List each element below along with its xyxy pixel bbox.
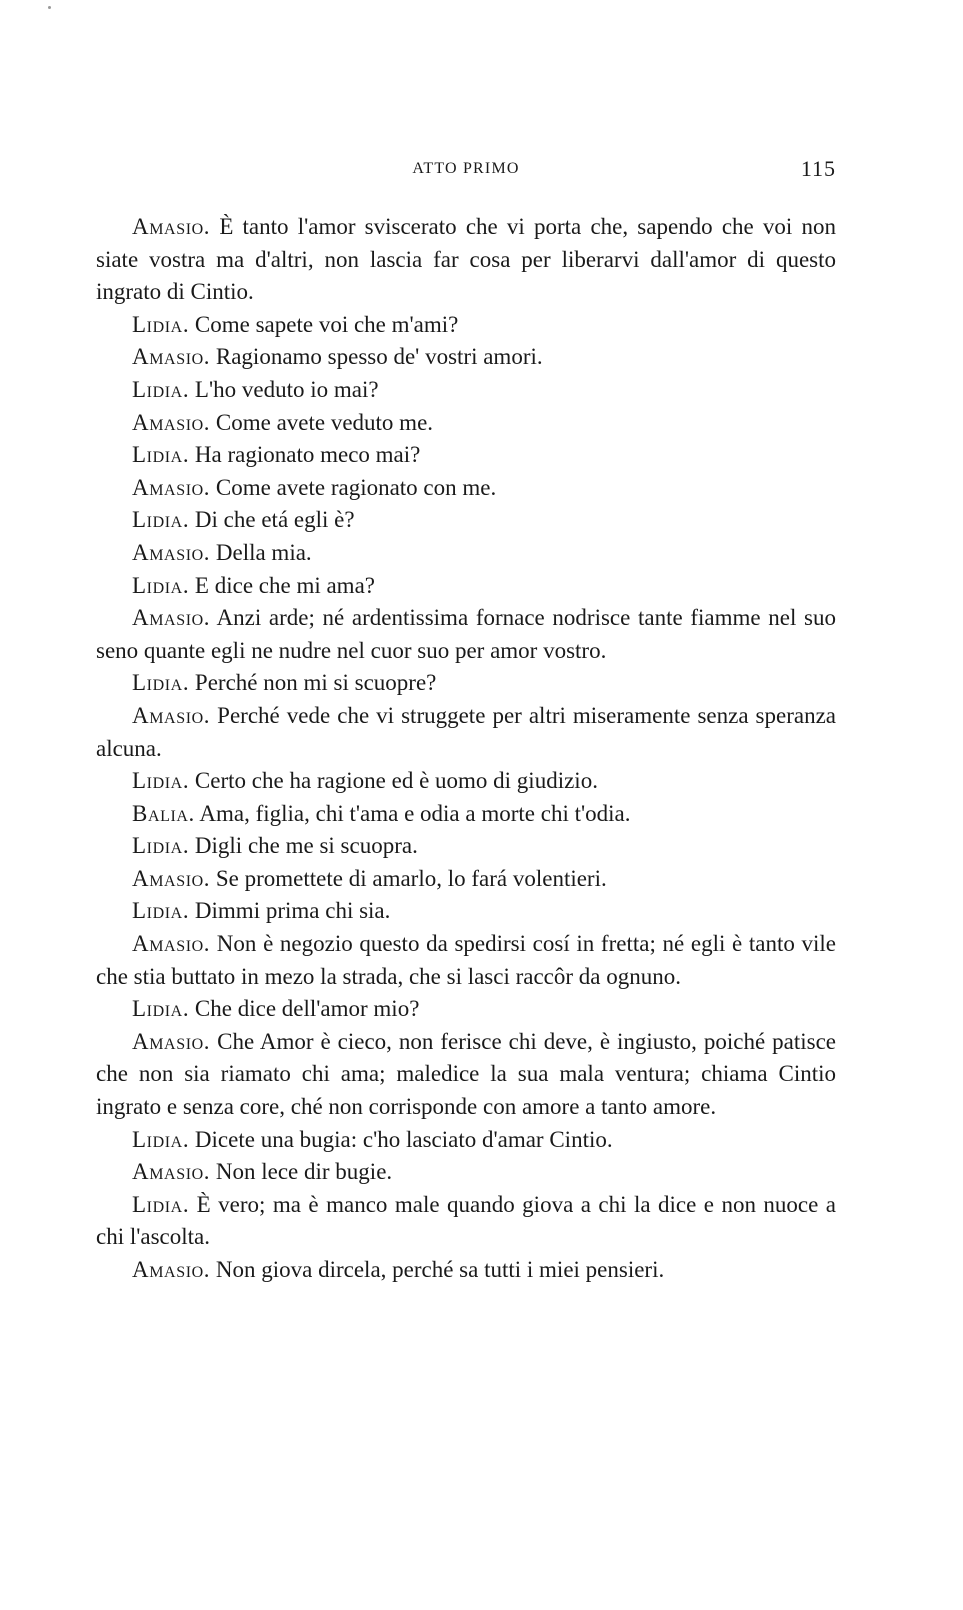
- dialogue-line: [96, 211, 836, 309]
- speech-text: Dimmi prima chi sia.: [194, 898, 391, 924]
- speaker-name: Amasio.: [132, 539, 211, 565]
- speaker-name: Lidia.: [132, 898, 190, 924]
- dialogue-line: [96, 407, 836, 440]
- speech-text: Come avete ragionato con me.: [215, 474, 497, 500]
- running-title: ATTO PRIMO: [412, 160, 520, 177]
- dialogue-line: [96, 667, 836, 700]
- page-number: 115: [800, 156, 836, 181]
- speech-text: Non lece dir bugie.: [215, 1159, 393, 1185]
- speaker-name: Amasio.: [132, 1159, 211, 1185]
- speaker-name: Amasio.: [132, 931, 211, 957]
- dialogue-line: [96, 1189, 836, 1254]
- speaker-name: Lidia.: [132, 507, 190, 533]
- dialogue-line: [96, 504, 836, 537]
- dialogue-line: [96, 1156, 836, 1189]
- speech-text: L'ho veduto io mai?: [194, 376, 379, 402]
- dialogue-line: [96, 602, 836, 667]
- speaker-name: Lidia.: [132, 311, 190, 337]
- speech-text: Non giova dircela, perché sa tutti i miei pensieri.: [215, 1257, 665, 1282]
- speech-text: Della mia.: [215, 539, 312, 565]
- dialogue-line: [96, 895, 836, 928]
- speaker-name: Lidia.: [132, 768, 190, 794]
- speech-text: Perché non mi si scuopre?: [194, 670, 437, 696]
- dialogue-line: [96, 1254, 836, 1287]
- speaker-name: Lidia.: [132, 1191, 190, 1217]
- speech-text: È tanto l'amor sviscerato che vi porta che, sapendo che voi non siate vostra ma d'altri, non lascia far cosa per liberarvi dall'amor di questo ingrato di Cintio.: [96, 214, 837, 305]
- speaker-name: Amasio.: [132, 474, 211, 500]
- speaker-name: Amasio.: [132, 1028, 211, 1054]
- dialogue-line: [96, 993, 836, 1026]
- speaker-name: Amasio.: [132, 605, 211, 631]
- speaker-name: Amasio.: [132, 344, 211, 370]
- speech-text: Come sapete voi che m'ami?: [194, 311, 459, 337]
- speaker-name: Amasio.: [132, 409, 211, 435]
- scan-speck: [48, 6, 51, 9]
- dialogue-line: [96, 1124, 836, 1157]
- speaker-name: Amasio.: [132, 865, 211, 891]
- speaker-name: Lidia.: [132, 996, 190, 1022]
- speech-text: Se promettete di amarlo, lo fará volentieri.: [215, 865, 607, 891]
- speech-text: Dicete una bugia: c'ho lasciato d'amar Cintio.: [194, 1126, 613, 1152]
- speaker-name: Lidia.: [132, 442, 190, 468]
- speech-text: Perché vede che vi struggete per altri miseramente senza speranza alcuna.: [96, 702, 837, 761]
- dialogue-line: [96, 537, 836, 570]
- dialogue-line: [96, 309, 836, 342]
- speech-text: Certo che ha ragione ed è uomo di giudizio.: [194, 768, 598, 794]
- speaker-name: Lidia.: [132, 572, 190, 598]
- dialogue-line: [96, 863, 836, 896]
- speaker-name: Balia.: [132, 800, 195, 826]
- speech-text: E dice che mi ama?: [194, 572, 375, 598]
- dialogue-text: [96, 211, 836, 1287]
- dialogue-line: [96, 341, 836, 374]
- speech-text: Anzi arde; né ardentissima fornace nodrisce tante fiamme nel suo seno quante egli ne nudre nel cuor suo per amor vostro.: [96, 605, 837, 663]
- speech-text: Ama, figlia, chi t'ama e odia a morte chi t'odia.: [199, 800, 631, 826]
- speech-text: Come avete veduto me.: [215, 409, 434, 435]
- dialogue-line: [96, 1026, 836, 1124]
- speaker-name: Lidia.: [132, 1126, 190, 1152]
- dialogue-line: [96, 798, 836, 831]
- dialogue-line: [96, 700, 836, 765]
- speech-text: È vero; ma è manco male quando giova a chi la dice e non nuoce a chi l'ascolta.: [96, 1191, 836, 1250]
- speaker-name: Amasio.: [132, 214, 211, 239]
- dialogue-line: [96, 570, 836, 603]
- speaker-name: Lidia.: [132, 376, 190, 402]
- dialogue-line: [96, 765, 836, 798]
- speaker-name: Amasio.: [132, 702, 211, 728]
- dialogue-line: [96, 374, 836, 407]
- speaker-name: Lidia.: [132, 833, 190, 859]
- dialogue-line: [96, 472, 836, 505]
- speech-text: Che dice dell'amor mio?: [194, 996, 420, 1022]
- speech-text: Di che etá egli è?: [194, 507, 355, 533]
- speech-text: Ragionamo spesso de' vostri amori.: [215, 344, 543, 370]
- speaker-name: Amasio.: [132, 1257, 211, 1282]
- speech-text: Non è negozio questo da spedirsi cosí in fretta; né egli è tanto vile che stia buttato in mezo la strada, che si lasci raccôr da ognuno.: [96, 931, 837, 989]
- speech-text: Che Amor è cieco, non ferisce chi deve, è ingiusto, poiché patisce che non sia riamato chi ama; maledice la sua mala ventura; chiama Cintio ingrato e senza core, ché non corrisponde con amore a tanto amore.: [96, 1028, 837, 1120]
- dialogue-line: [96, 928, 836, 993]
- speaker-name: Lidia.: [132, 670, 190, 696]
- dialogue-line: [96, 439, 836, 472]
- speech-text: Digli che me si scuopra.: [194, 833, 418, 859]
- speech-text: Ha ragionato meco mai?: [194, 442, 421, 468]
- page-header: [96, 156, 836, 186]
- dialogue-line: [96, 830, 836, 863]
